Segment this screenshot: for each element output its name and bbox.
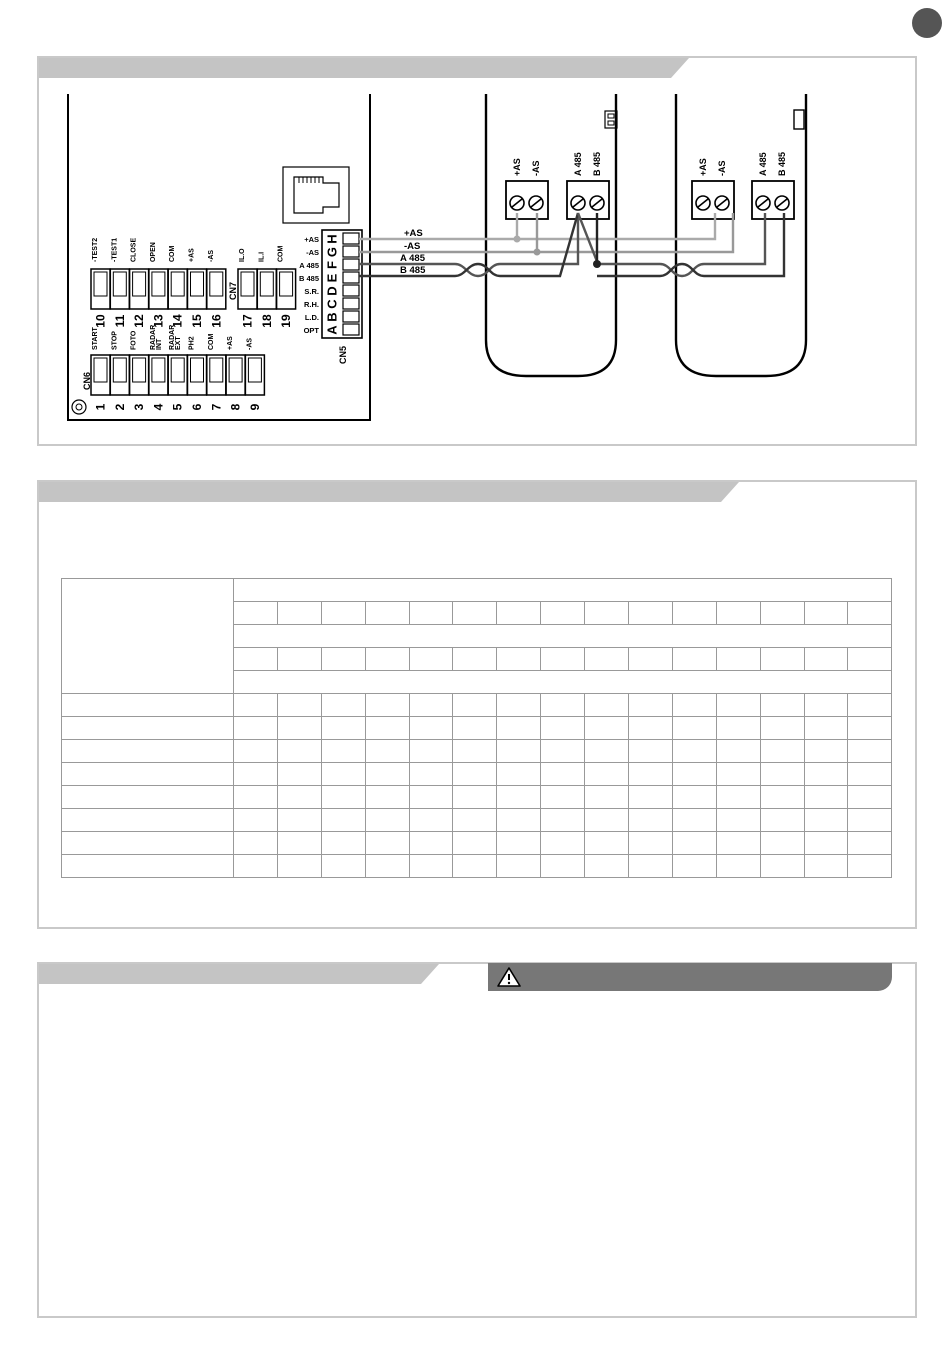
- cn6-terminal-number: 1: [93, 403, 108, 411]
- table-row: [62, 786, 892, 809]
- upper-terminal-label: -TEST1: [111, 237, 119, 262]
- cn5-pin-label: L.D.: [304, 313, 319, 322]
- cn5-pin-label: +AS: [304, 235, 319, 244]
- cn5-pin-label: R.H.: [304, 300, 319, 309]
- upper-terminal-label: -AS: [207, 249, 215, 262]
- cn6-terminal-number: 6: [190, 403, 204, 411]
- cn5-pin-letter: G: [324, 246, 340, 258]
- upper-terminal-number: 13: [151, 314, 166, 328]
- warning-triangle-icon: [496, 966, 522, 988]
- device-terminal-label: A 485: [758, 152, 768, 176]
- wire-label: +AS: [404, 228, 423, 239]
- upper-terminal-number: 16: [209, 314, 224, 328]
- cn7-terminal-label: COM: [277, 245, 285, 262]
- wiring-diagram: [0, 0, 950, 450]
- upper-terminal-number: 11: [112, 314, 127, 328]
- device-terminal-label: +AS: [512, 158, 522, 176]
- upper-terminal-number: 14: [170, 314, 185, 328]
- device-2-switch: [794, 110, 804, 129]
- upper-terminal-row: [91, 238, 226, 328]
- cn6-terminal-label: INT: [155, 338, 163, 350]
- cn6-terminal-number: 9: [247, 403, 262, 411]
- table-row: [62, 855, 892, 878]
- cn5-pin-G: [343, 246, 359, 257]
- cn7-terminal-number: 18: [259, 314, 274, 328]
- cn7-terminal-label: IL.O: [239, 248, 246, 262]
- table-row: [62, 579, 892, 602]
- cn5-pin-letter: B: [324, 312, 340, 322]
- cn6-terminal-number: 3: [132, 403, 147, 411]
- cn7-terminal-number: 19: [279, 314, 294, 328]
- cn5-pin-label: A 485: [299, 261, 319, 270]
- device-terminal-label: +AS: [698, 158, 708, 176]
- cn6-terminal-label: STOP: [111, 331, 119, 350]
- wire-a485: [359, 213, 578, 276]
- device-2-outline: [676, 94, 806, 376]
- cn5-pin-A: [343, 324, 359, 335]
- device-terminal-label: A 485: [573, 152, 583, 176]
- cn6-terminal-number: 8: [228, 403, 243, 411]
- cn5-pin-B: [343, 311, 359, 322]
- cn5-pin-label: S.R.: [304, 287, 319, 296]
- upper-terminal-number: 10: [93, 314, 108, 328]
- table-row: [62, 717, 892, 740]
- upper-terminal-label: -TEST2: [92, 237, 99, 262]
- section-banner: [39, 964, 439, 984]
- cn7-title: CN7: [228, 281, 238, 300]
- upper-terminal-number: 15: [190, 314, 204, 328]
- cn6-terminal-label: START: [92, 327, 99, 350]
- cn6-terminal-label: FOTO: [130, 330, 138, 350]
- cn5-pin-label: B 485: [298, 274, 319, 283]
- cn5-pin-D: [343, 285, 359, 296]
- cn6-terminal-number: 5: [170, 403, 185, 411]
- device-terminal-label: -AS: [531, 160, 541, 176]
- cn7-terminal-label: IL.I: [258, 251, 266, 262]
- cn6-terminal-label: RADAR: [169, 324, 177, 350]
- table-row: [62, 809, 892, 832]
- cn6-title: CN6: [82, 371, 92, 390]
- cn5-pin-label: -AS: [306, 248, 319, 257]
- upper-terminal-label: +AS: [188, 248, 196, 262]
- cn6-terminal-number: 7: [209, 403, 224, 411]
- cn7-terminal-row: [238, 246, 296, 328]
- cn5-pin-letter: D: [324, 286, 340, 296]
- cn6-terminal-label: COM: [207, 333, 215, 350]
- section-banner: [39, 482, 739, 502]
- cn5-pin-letter: A: [324, 325, 340, 335]
- device-terminals: [506, 152, 794, 219]
- cn5-pin-label: OPT: [303, 326, 319, 335]
- cn6-terminal-label: +AS: [227, 336, 235, 350]
- cn5-title: CN5: [338, 345, 348, 364]
- mounting-hole: [72, 400, 86, 414]
- upper-terminal-label: CLOSE: [130, 237, 138, 262]
- cn7-terminal-number: 17: [240, 314, 255, 328]
- table-row: [62, 694, 892, 717]
- device-terminal-label: B 485: [777, 151, 787, 176]
- cn5-pin-C: [343, 298, 359, 309]
- cn6-terminal-label: RADAR: [149, 324, 157, 350]
- cn5-pin-letter: H: [324, 234, 340, 244]
- device-terminal-label: B 485: [592, 151, 602, 176]
- warning-panel: [37, 962, 917, 1318]
- cn5-connector: [299, 230, 362, 338]
- data-table: [61, 578, 892, 878]
- wire-label: -AS: [404, 241, 421, 252]
- cn6-terminal-row: [91, 325, 264, 411]
- cn6-terminal-label: PH2: [188, 336, 196, 350]
- cn6-terminal-label: -AS: [246, 337, 254, 350]
- cn5-pin-F: [343, 259, 359, 270]
- cn5-pin-letter: F: [324, 261, 340, 269]
- upper-terminal-label: COM: [169, 245, 177, 262]
- table-row: [62, 763, 892, 786]
- cn6-terminal-label: EXT: [175, 336, 183, 350]
- device-terminal-label: -AS: [717, 160, 727, 176]
- table-row: [62, 740, 892, 763]
- cn6-terminal-number: 2: [112, 403, 127, 411]
- upper-terminal-label: OPEN: [149, 242, 157, 262]
- wire-b485: [359, 213, 578, 276]
- upper-terminal-number: 12: [132, 314, 147, 328]
- cn6-terminal-number: 4: [151, 403, 166, 411]
- cn5-pin-letter: E: [324, 273, 340, 283]
- cn5-pin-H: [343, 233, 359, 244]
- cn5-pin-letter: C: [324, 299, 340, 309]
- warning-header-bar: [488, 963, 892, 991]
- table-row: [62, 832, 892, 855]
- rj-connector: [283, 167, 349, 223]
- wire-label: A 485: [400, 253, 425, 264]
- cn5-pin-E: [343, 272, 359, 283]
- wire-label: B 485: [400, 265, 426, 276]
